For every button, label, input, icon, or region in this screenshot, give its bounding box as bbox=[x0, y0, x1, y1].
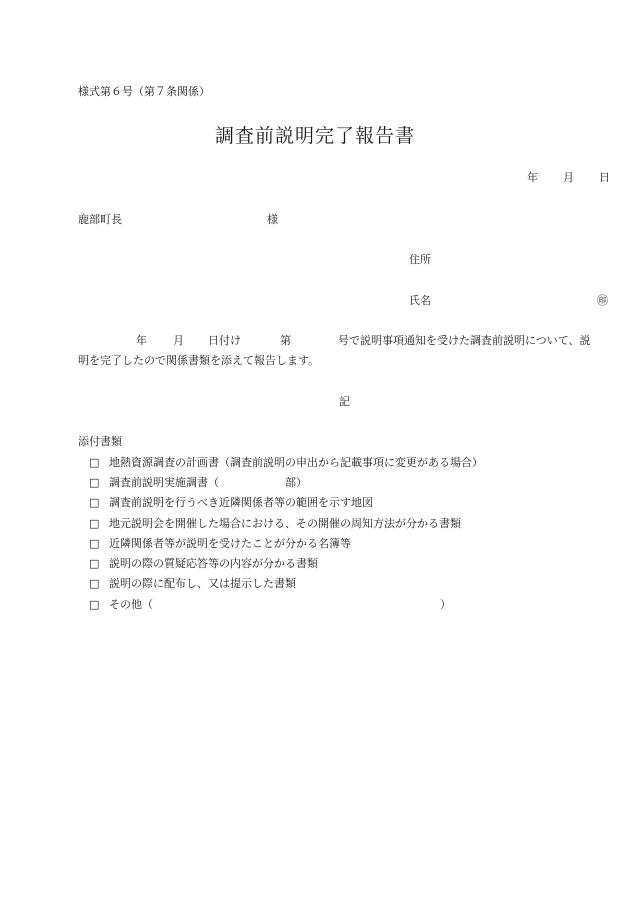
attachment-label: 地元説明会を開催した場合における、その開催の周知方法が分かる書類 bbox=[109, 517, 461, 530]
page-title: 調査前説明完了報告書 bbox=[214, 125, 415, 147]
attachment-label: 説明の際の質疑応答等の内容が分かる書類 bbox=[109, 557, 318, 570]
body-dated: 日付け bbox=[208, 334, 241, 347]
attachment-label: その他（ bbox=[109, 598, 153, 611]
body-text-line2: 明を完了したので関係書類を添えて報告します。 bbox=[78, 354, 320, 367]
checkbox-icon[interactable]: □ bbox=[89, 456, 100, 469]
date-year: 年 bbox=[527, 171, 538, 184]
other-close-paren: ） bbox=[440, 598, 451, 611]
attachments-title: 添付書類 bbox=[78, 435, 122, 448]
attachment-item bbox=[89, 596, 153, 612]
attachment-item bbox=[89, 494, 373, 510]
name-label: 氏名 bbox=[409, 294, 431, 307]
body-year: 年 bbox=[136, 334, 147, 347]
attachment-label: 近隣関係者等が説明を受けたことが分かる名簿等 bbox=[109, 537, 351, 550]
address-label: 住所 bbox=[409, 253, 431, 266]
checkbox-icon[interactable]: □ bbox=[89, 557, 100, 570]
seal-mark: ㊞ bbox=[597, 294, 608, 307]
checkbox-icon[interactable]: □ bbox=[89, 537, 100, 550]
checkbox-icon[interactable]: □ bbox=[89, 476, 100, 489]
ki-mark: 記 bbox=[339, 395, 350, 408]
body-text-line1: 号で説明事項通知を受けた調査前説明について、説 bbox=[338, 334, 591, 347]
attachment-item bbox=[89, 535, 351, 551]
attachment-label: 地熱資源調査の計画書（調査前説明の申出から記載事項に変更がある場合） bbox=[109, 456, 483, 469]
checkbox-icon[interactable]: □ bbox=[89, 496, 100, 509]
attachment-label: 説明の際に配布し、又は提示した書類 bbox=[109, 577, 296, 590]
attachment-label: 調査前説明を行うべき近隣関係者等の範囲を示す地図 bbox=[109, 496, 373, 509]
attachment-item bbox=[89, 555, 318, 571]
attachment-item bbox=[89, 575, 296, 591]
checkbox-icon[interactable]: □ bbox=[89, 598, 100, 611]
attachment-item bbox=[89, 474, 307, 490]
attachment-label: 調査前説明実施調書（ 部） bbox=[109, 476, 307, 489]
checkbox-icon[interactable]: □ bbox=[89, 517, 100, 530]
attachment-item bbox=[89, 515, 461, 531]
attachment-item bbox=[89, 454, 483, 470]
date-day: 日 bbox=[599, 171, 610, 184]
addressee: 鹿部町長 bbox=[78, 213, 122, 226]
date-month: 月 bbox=[563, 171, 574, 184]
form-number: 様式第６号（第７条関係） bbox=[78, 85, 210, 98]
honorific: 様 bbox=[267, 213, 278, 226]
checkbox-icon[interactable]: □ bbox=[89, 577, 100, 590]
body-month: 月 bbox=[173, 334, 184, 347]
body-no-prefix: 第 bbox=[280, 334, 291, 347]
